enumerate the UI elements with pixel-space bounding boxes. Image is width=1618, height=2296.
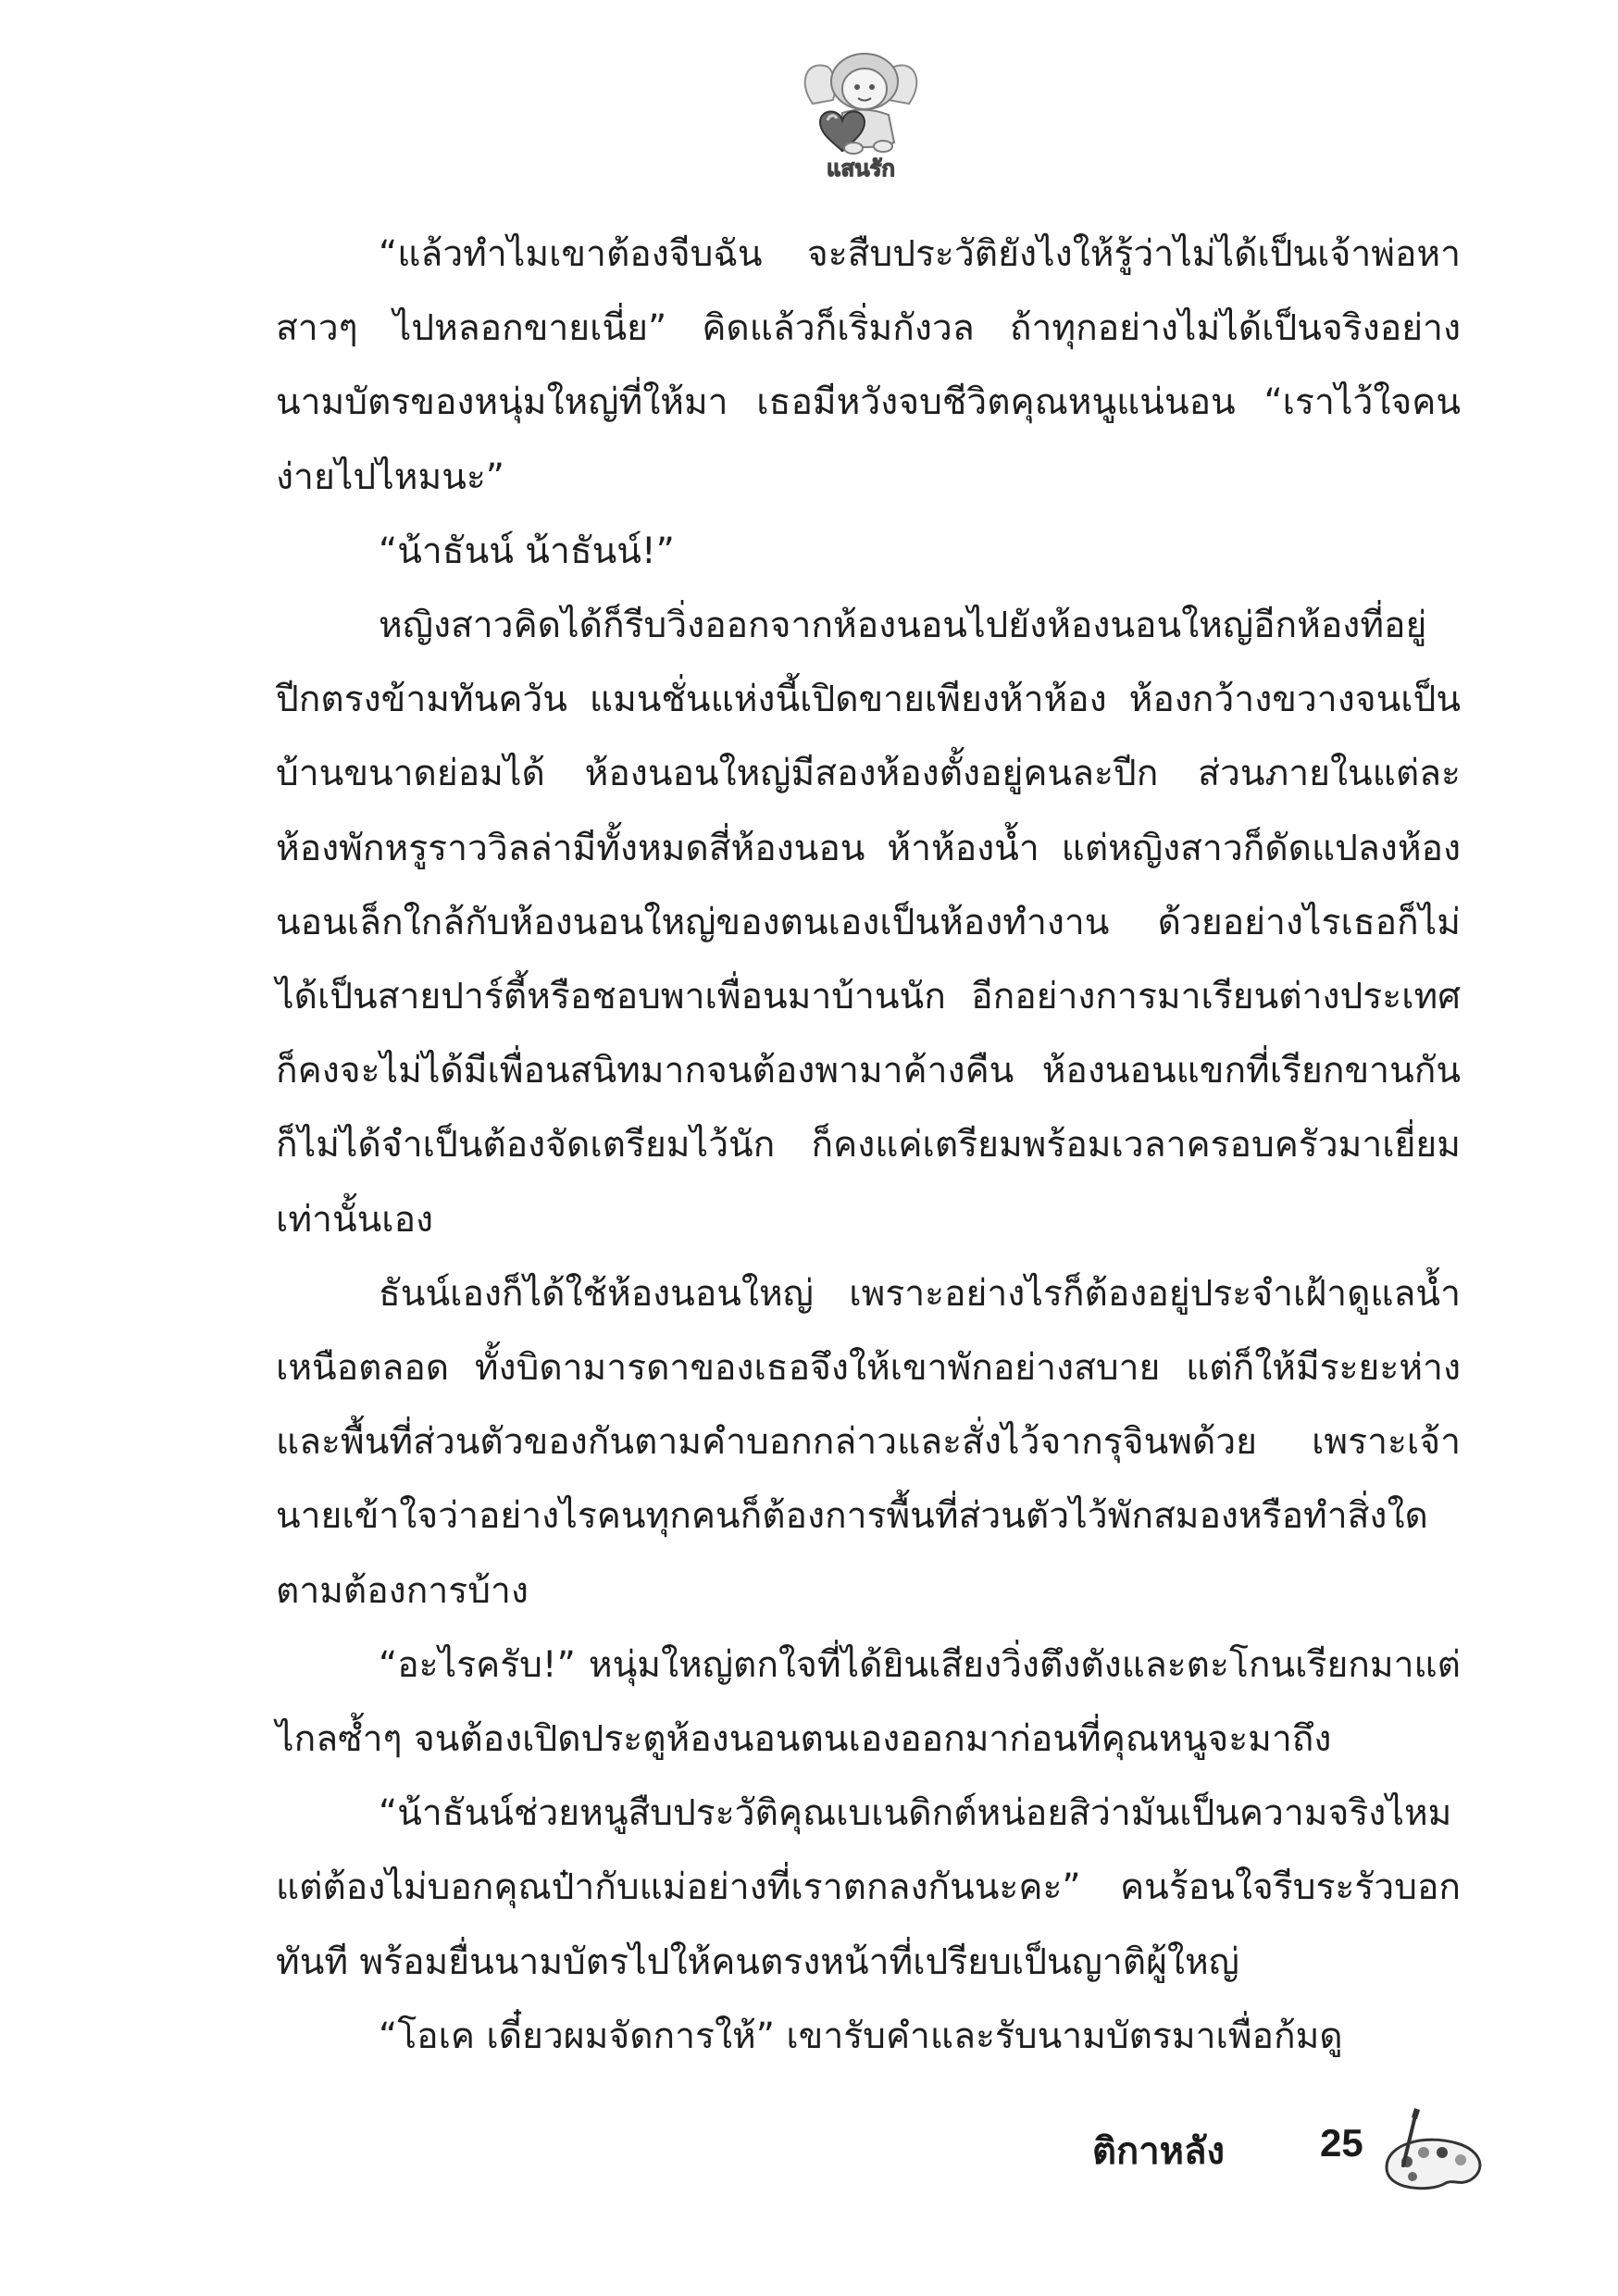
header-logo (796, 46, 926, 185)
paragraph: “อะไรครับ!” หนุ่มใหญ่ตกใจที่ได้ยินเสียงวิ่งตึงตังและตะโกนเรียกมาแต่ไกลซ้ำๆ จนต้องเปิดประตูห้องนอนตนเองออกมาก่อนที่คุณหนูจะมาถึง (276, 1643, 1461, 1761)
paragraph: หญิงสาวคิดได้ก็รีบวิ่งออกจากห้องนอนไปยังห้องนอนใหญ่อีกห้องที่อยู่ปีกตรงข้ามทันควัน แมนชั่นแห่งนี้เปิดขายเพียงห้าห้อง ห้องกว้างขวางจนเป็นบ้านขนาดย่อมได้ ห้องนอนใหญ่มีสองห้องตั้งอยู่คนละปีก ส่วนภายในแต่ละห้องพักหรูราววิลล่ามีทั้งหมดสี่ห้องนอน ห้าห้องน้ำ แต่หญิงสาวก็ดัดแปลงห้องนอนเล็กใกล้กับห้องนอนใหญ่ของตนเองเป็นห้องทำงาน ด้วยอย่างไรเธอก็ไม่ได้เป็นสายปาร์ตี้หรือชอบพาเพื่อนมาบ้านนัก อีกอย่างการมาเรียนต่างประเทศก็คงจะไม่ได้มีเพื่อนสนิทมากจนต้องพามาค้างคืน ห้องนอนแขกที่เรียกขานกันก็ไม่ได้จำเป็นต้องจัดเตรียมไว้นัก ก็คงแค่เตรียมพร้อมเวลาครอบครัวมาเยี่ยมเท่านั้นเอง (276, 605, 1461, 1241)
body-text (276, 218, 1461, 2074)
page-number: 25 (1320, 2121, 1363, 2165)
paragraph: ธันน์เองก็ได้ใช้ห้องนอนใหญ่ เพราะอย่างไรก็ต้องอยู่ประจำเฝ้าดูแลน้ำเหนือตลอด ทั้งบิดามารดาของเธอจึงให้เขาพักอย่างสบาย แต่ก็ให้มีระยะห่างและพื้นที่ส่วนตัวของกันตามคำบอกกล่าวและสั่งไว้จากรุจินพด้วย เพราะเจ้านายเข้าใจว่าอย่างไรคนทุกคนก็ต้องการพื้นที่ส่วนตัวไว้พักสมองหรือทำสิ่งใดตามต้องการบ้าง (276, 1272, 1461, 1612)
paint-palette-brush-icon (1379, 2106, 1490, 2199)
logo-text: แสนรัก (827, 156, 895, 181)
paragraph: “โอเค เดี๋ยวผมจัดการให้” เขารับคำและรับนามบัตรมาเพื่อก้มดู (379, 2015, 1343, 2057)
book-title: ติกาหลัง (1092, 2130, 1226, 2173)
paragraph: “น้าธันน์ช่วยหนูสืบประวัติคุณเบเนดิกต์หน่อยสิว่ามันเป็นความจริงไหม แต่ต้องไม่บอกคุณป๋ากับแม่อย่างที่เราตกลงกันนะคะ” คนร้อนใจรีบระรัวบอกทันที พร้อมยื่นนามบัตรไปให้คนตรงหน้าที่เปรียบเป็นญาติผู้ใหญ่ (276, 1792, 1461, 1983)
page-footer (1092, 2106, 1490, 2208)
angel-with-heart-icon (796, 46, 926, 185)
paragraph: “น้าธันน์ น้าธันน์!” (379, 530, 675, 572)
paragraph: “แล้วทำไมเขาต้องจีบฉัน จะสืบประวัติยังไงให้รู้ว่าไม่ได้เป็นเจ้าพ่อหาสาวๆ ไปหลอกขายเนี่ย” คิดแล้วก็เริ่มกังวล ถ้าทุกอย่างไม่ได้เป็นจริงอย่างนามบัตรของหนุ่มใหญ่ที่ให้มา เธอมีหวังจบชีวิตคุณหนูแน่นอน “เราไว้ใจคนง่ายไปไหมนะ” (276, 233, 1461, 498)
